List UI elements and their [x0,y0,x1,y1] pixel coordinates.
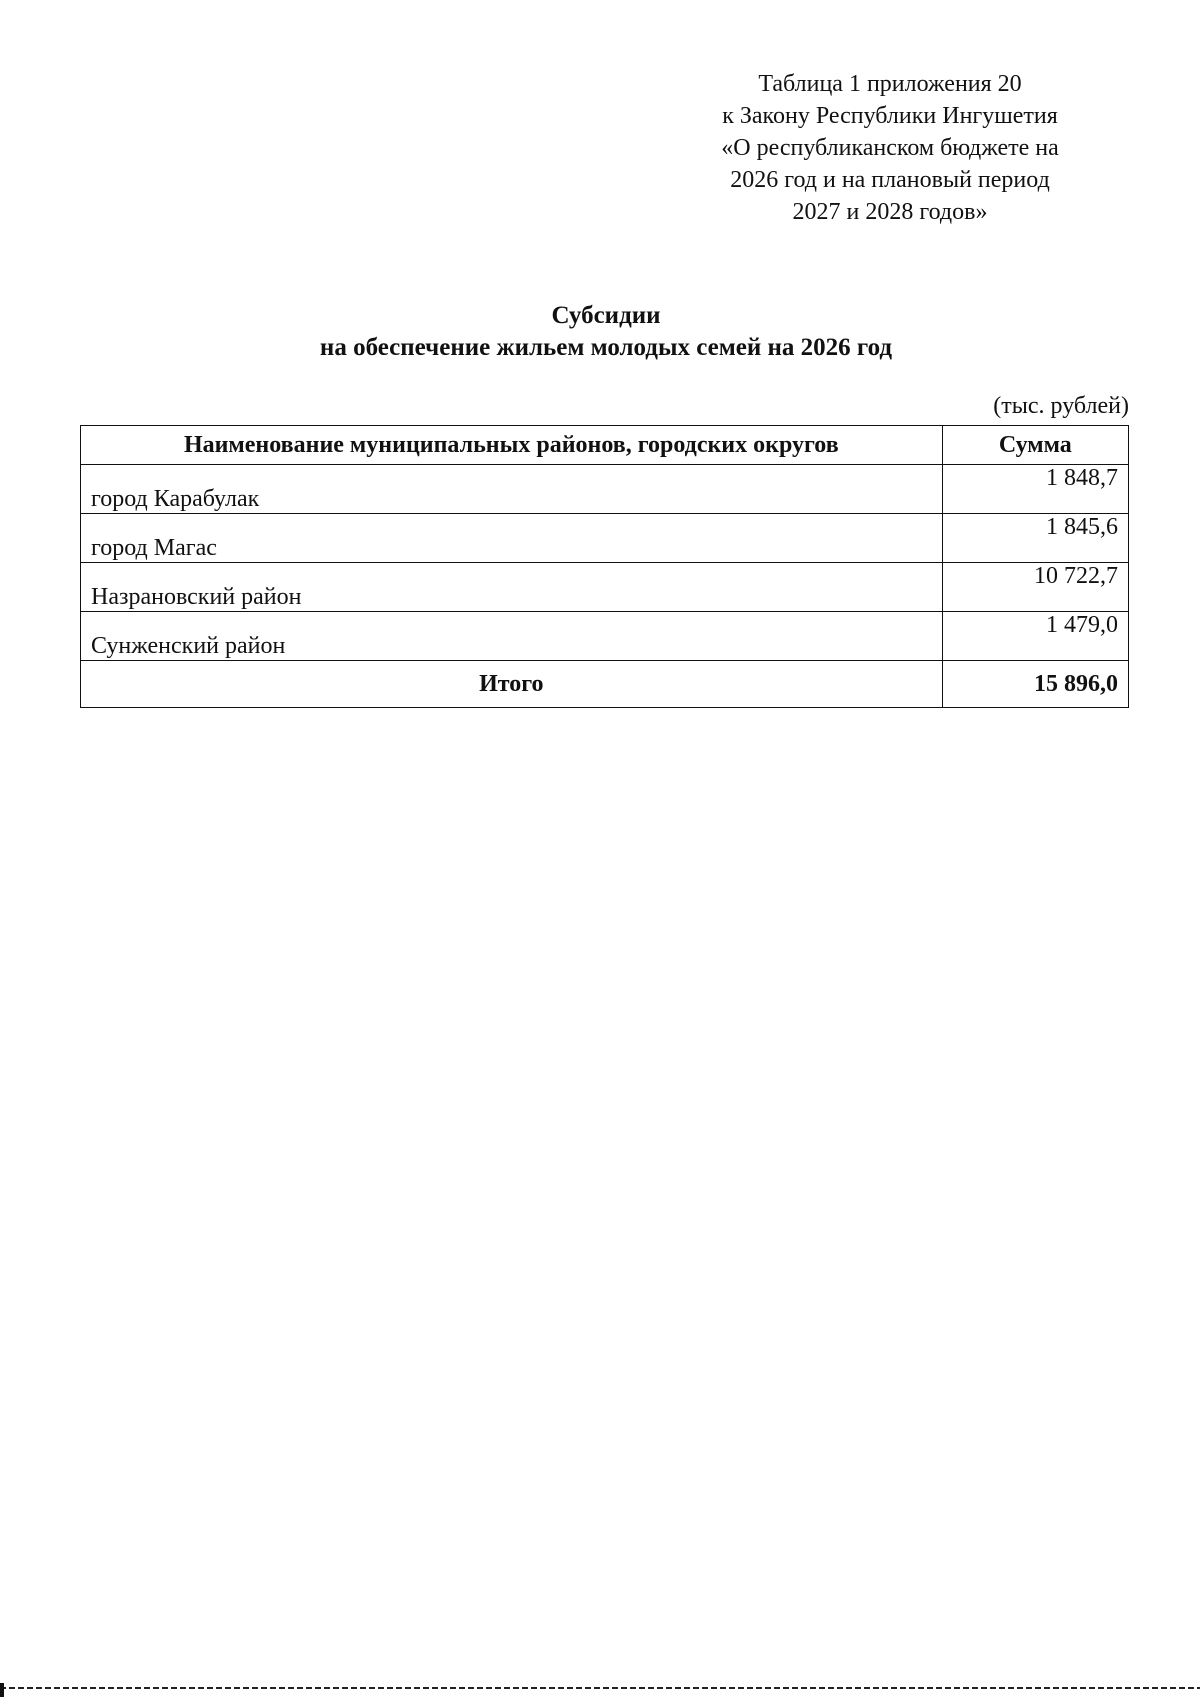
scan-edge-line [0,1687,1200,1689]
appendix-header-line: 2026 год и на плановый период [730,167,1050,193]
document-title-line-1: Субсидии [551,302,661,329]
scan-edge-mark [0,1683,4,1697]
subsidy-amount: 10 722,7 [942,563,1128,612]
document-title [0,300,1200,364]
appendix-header-line: к Закону Республики Ингушетия [722,103,1058,129]
subsidy-table [80,425,1129,708]
municipality-name: Назрановский район [81,563,943,612]
total-amount: 15 896,0 [942,661,1128,708]
appendix-header-line: «О республиканском бюджете на [721,135,1059,161]
subsidy-amount: 1 479,0 [942,612,1128,661]
table-header-row [81,426,1129,465]
table-row [81,563,1129,612]
municipality-name: город Карабулак [81,465,943,514]
column-header-name: Наименование муниципальных районов, городских округов [81,426,943,465]
units-label: (тыс. рублей) [993,393,1129,419]
total-label: Итого [81,661,943,708]
subsidy-amount: 1 845,6 [942,514,1128,563]
table-row [81,465,1129,514]
municipality-name: Сунженский район [81,612,943,661]
appendix-header [640,68,1140,228]
document-title-line-2: на обеспечение жильем молодых семей на 2026 год [319,334,893,361]
table-row [81,612,1129,661]
table-row [81,514,1129,563]
subsidy-amount: 1 848,7 [942,465,1128,514]
column-header-sum: Сумма [942,426,1128,465]
appendix-header-line: 2027 и 2028 годов» [792,199,988,225]
total-row [81,661,1129,708]
municipality-name: город Магас [81,514,943,563]
appendix-header-line: Таблица 1 приложения 20 [758,71,1022,97]
